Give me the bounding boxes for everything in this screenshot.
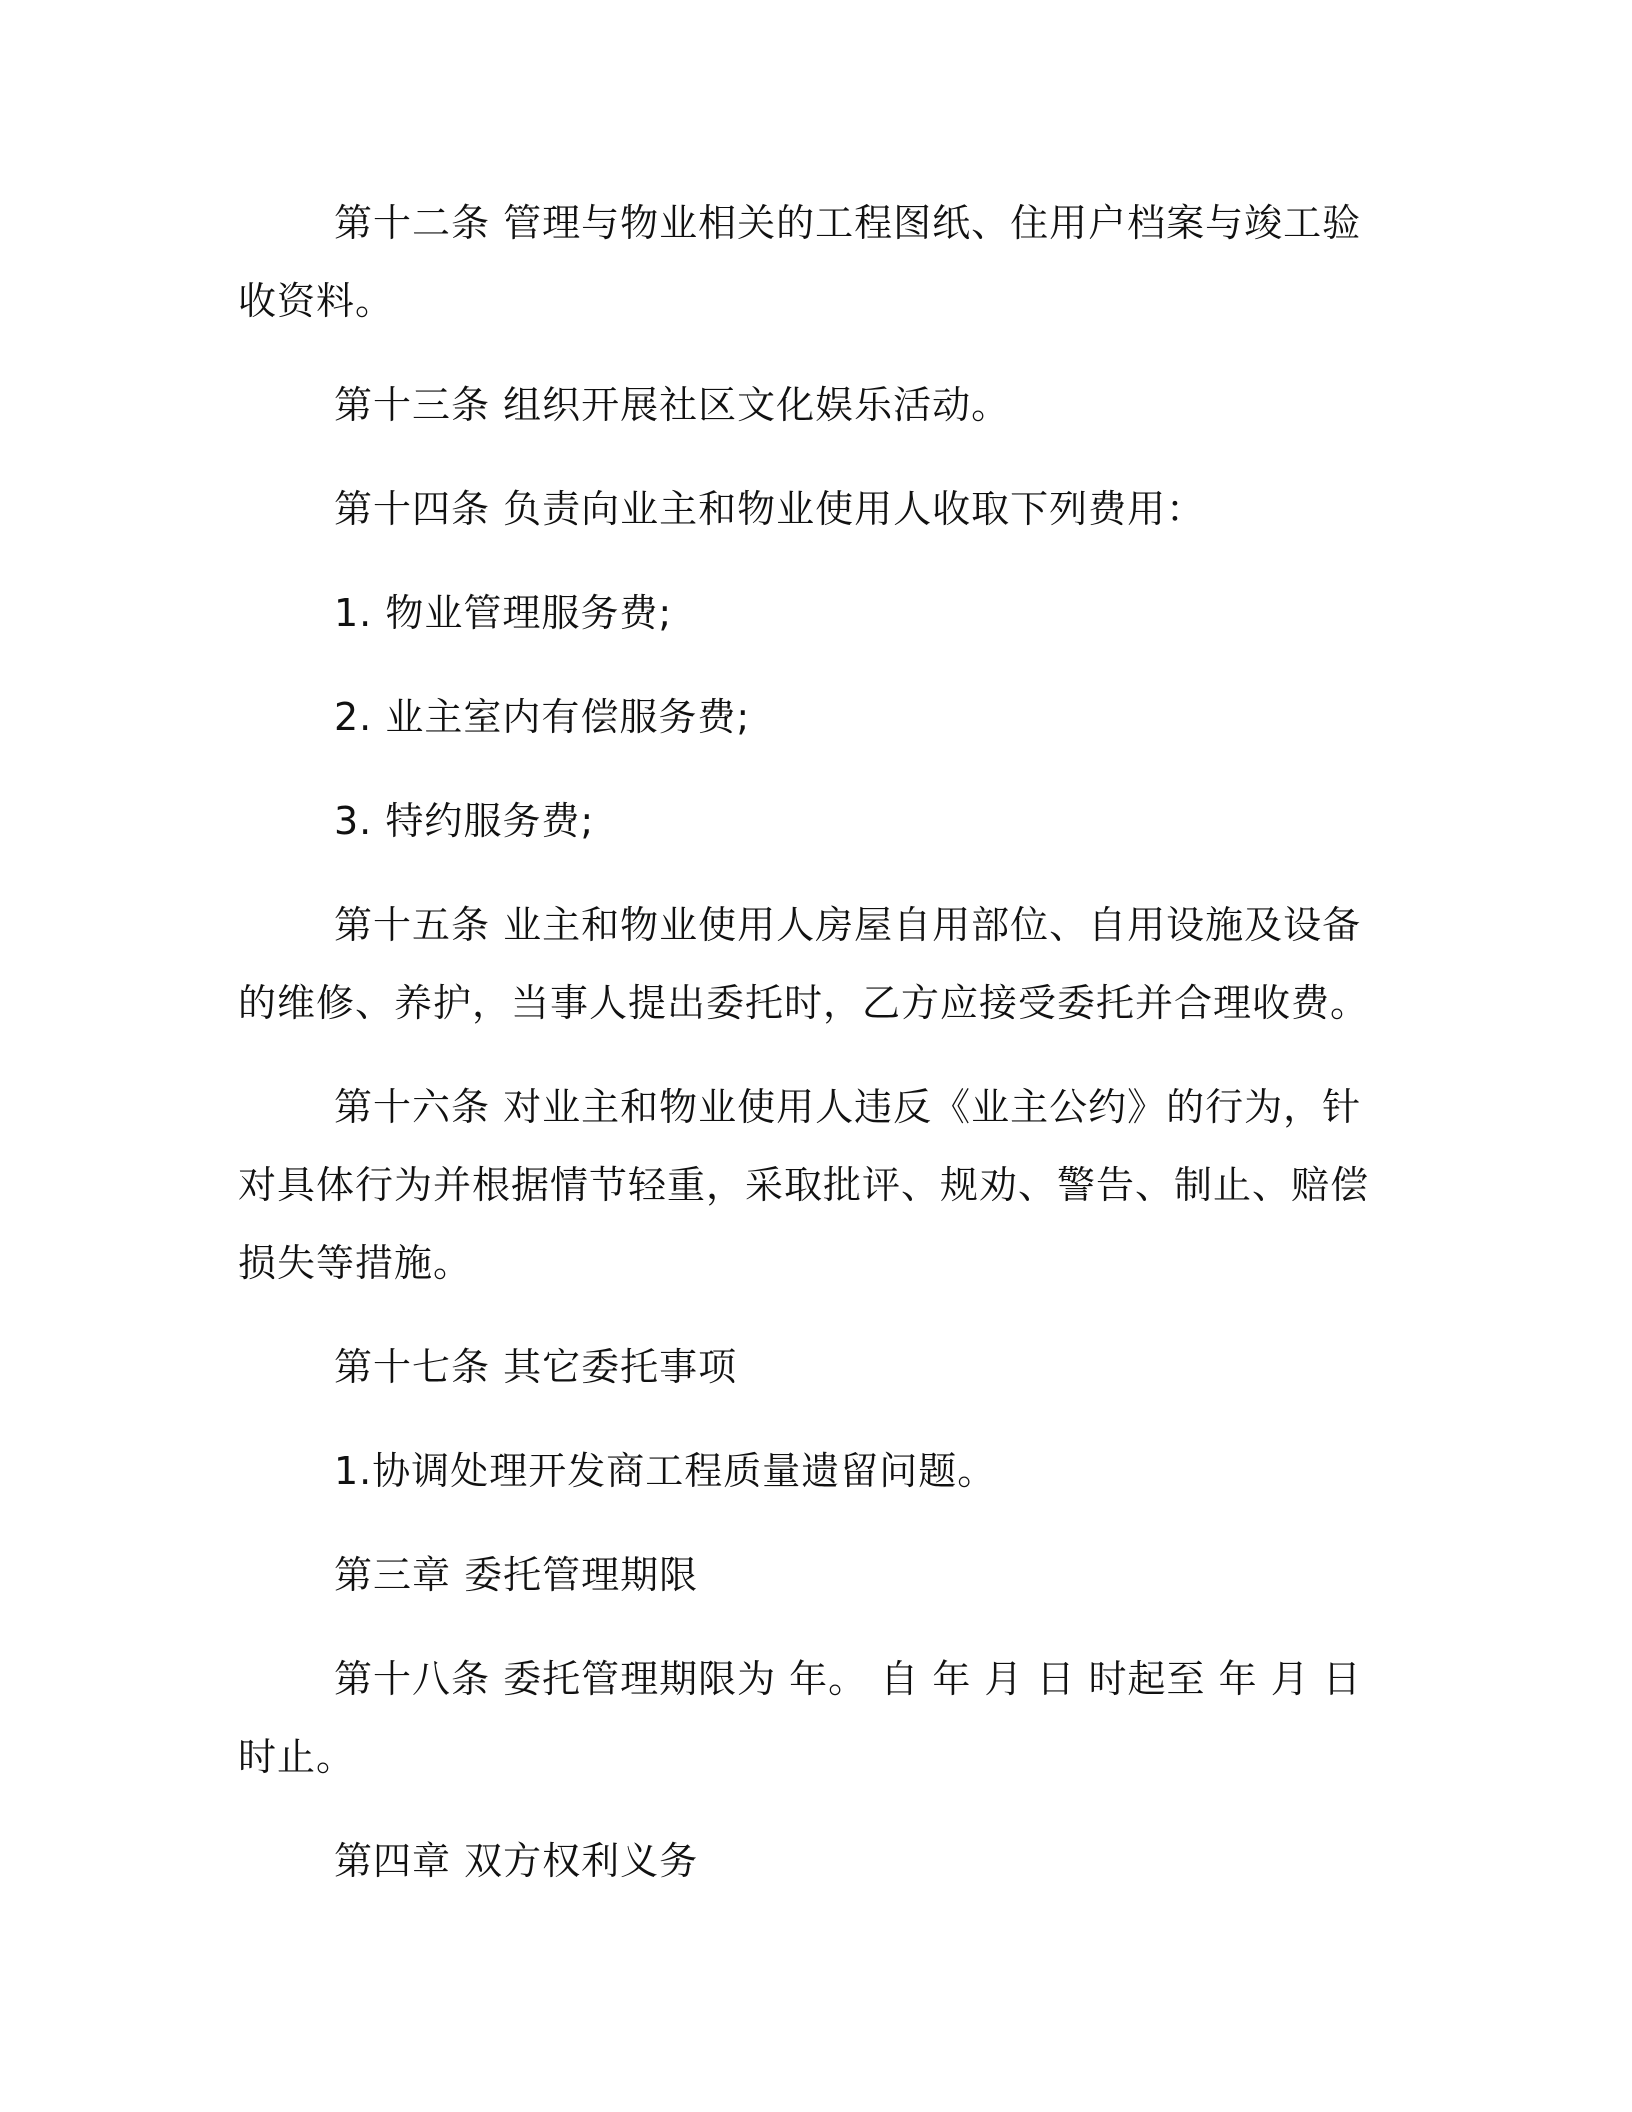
- article-15: 第十五条 业主和物业使用人房屋自用部位、自用设施及设备的维修、养护，当事人提出委托时，乙方应接受委托并合理收费。: [238, 903, 1370, 1025]
- fee-item-2: 2. 业主室内有偿服务费;: [334, 695, 751, 739]
- fee-item-3: 3. 特约服务费;: [334, 799, 595, 843]
- article-13: 第十三条 组织开展社区文化娱乐活动。: [334, 383, 1011, 427]
- article-16: 第十六条 对业主和物业使用人违反《业主公约》的行为，针对具体行为并根据情节轻重，采取批评、规劝、警告、制止、赔偿损失等措施。: [238, 1085, 1370, 1285]
- article-14: 第十四条 负责向业主和物业使用人收取下列费用：: [334, 487, 1206, 531]
- article-17: 第十七条 其它委托事项: [334, 1345, 738, 1389]
- fee-item-1: 1. 物业管理服务费;: [334, 591, 673, 635]
- chapter-3-heading: 第三章 委托管理期限: [334, 1553, 699, 1597]
- document-body: [238, 184, 1398, 1926]
- other-item-1: 1.协调处理开发商工程质量遗留问题。: [334, 1449, 997, 1493]
- chapter-4-heading: 第四章 双方权利义务: [334, 1839, 699, 1883]
- article-12: 第十二条 管理与物业相关的工程图纸、住用户档案与竣工验收资料。: [238, 201, 1362, 323]
- article-18: 第十八条 委托管理期限为 年。 自 年 月 日 时起至 年 月 日 时止。: [238, 1657, 1362, 1779]
